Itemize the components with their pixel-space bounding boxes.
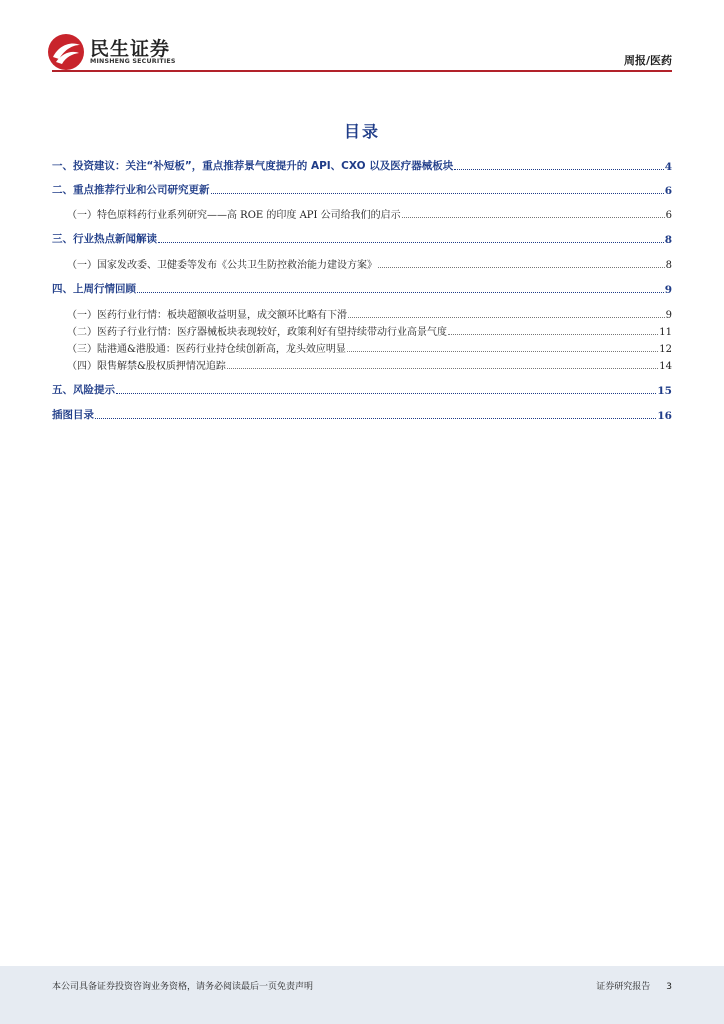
header-divider [52, 70, 672, 72]
toc-entry-page: 14 [659, 361, 672, 372]
toc-leader-dots [95, 418, 656, 419]
toc-entry-text: （四）限售解禁&股权质押情况追踪 [67, 361, 226, 372]
toc-entry-page: 11 [659, 327, 672, 338]
footer-meta [596, 979, 672, 992]
toc-entry-text: 插图目录 [52, 409, 94, 421]
toc-entry[interactable] [52, 181, 672, 197]
toc-entry[interactable] [52, 280, 672, 296]
toc-leader-dots [378, 267, 665, 268]
toc-leader-dots [137, 292, 664, 293]
toc-entry-page: 16 [657, 410, 672, 422]
toc-entry-page: 9 [665, 310, 672, 321]
toc-entry-text: 一、投资建议：关注“补短板”，重点推荐景气度提升的 API、CXO 以及医疗器械板块 [52, 160, 454, 172]
toc-entry-text: （一）国家发改委、卫健委等发布《公共卫生防控救治能力建设方案》 [67, 260, 377, 271]
toc-entry[interactable] [52, 230, 672, 246]
toc-entry-text: （一）特色原料药行业系列研究——高 ROE 的印度 API 公司给我们的启示 [67, 210, 401, 221]
toc-entry[interactable] [52, 157, 672, 173]
toc-entry-page: 6 [665, 210, 672, 221]
toc-subentry[interactable] [67, 255, 672, 271]
toc-subentry[interactable] [67, 205, 672, 221]
toc-entry-page: 9 [664, 284, 672, 296]
toc-subentry[interactable] [67, 356, 672, 372]
page-footer [0, 966, 724, 1024]
footer-disclaimer: 本公司具备证券投资咨询业务资格，请务必阅读最后一页免责声明 [52, 982, 314, 992]
toc-title: 目录 [343, 122, 380, 141]
company-logo [47, 33, 187, 73]
page-header [0, 0, 724, 80]
toc-entry-page: 4 [664, 161, 672, 173]
toc-leader-dots [158, 242, 664, 243]
footer-doc-type: 证券研究报告 [596, 982, 651, 992]
toc-subentry[interactable] [67, 339, 672, 355]
toc-leader-dots [347, 351, 658, 352]
toc-entry-page: 8 [665, 260, 672, 271]
toc-entry[interactable] [52, 406, 672, 422]
logo-english-name: MINSHENG SECURITIES [90, 58, 176, 65]
toc-entry-text: 四、上周行情回顾 [52, 283, 136, 295]
toc-entry-text: 五、风险提示 [52, 384, 115, 396]
minsheng-logo-icon [47, 33, 85, 71]
toc-subentry[interactable] [67, 322, 672, 338]
toc-entry-text: （三）陆港通&港股通：医药行业持仓续创新高，龙头效应明显 [67, 344, 346, 355]
toc-entry-text: （一）医药行业行情：板块超额收益明显，成交额环比略有下滑 [67, 310, 347, 321]
toc-entry-text: （二）医药子行业行情：医疗器械板块表现较好，政策利好有望持续带动行业高景气度 [67, 327, 447, 338]
toc-entry[interactable] [52, 381, 672, 397]
logo-chinese-name: 民生证券 [90, 38, 171, 60]
toc-entry-page: 15 [657, 385, 672, 397]
toc-leader-dots [116, 393, 656, 394]
toc-leader-dots [211, 193, 664, 194]
toc-leader-dots [227, 368, 658, 369]
toc-entry-page: 8 [664, 234, 672, 246]
toc-entry-page: 12 [659, 344, 672, 355]
toc-leader-dots [454, 169, 663, 170]
toc-entry-page: 6 [664, 185, 672, 197]
footer-page-number: 3 [666, 982, 672, 992]
report-category: 周报/医药 [623, 54, 672, 67]
toc-leader-dots [448, 334, 658, 335]
toc-entry-text: 二、重点推荐行业和公司研究更新 [52, 184, 210, 196]
toc-subentry[interactable] [67, 305, 672, 321]
toc-entry-text: 三、行业热点新闻解读 [52, 233, 157, 245]
toc-leader-dots [348, 317, 665, 318]
toc-leader-dots [402, 217, 665, 218]
